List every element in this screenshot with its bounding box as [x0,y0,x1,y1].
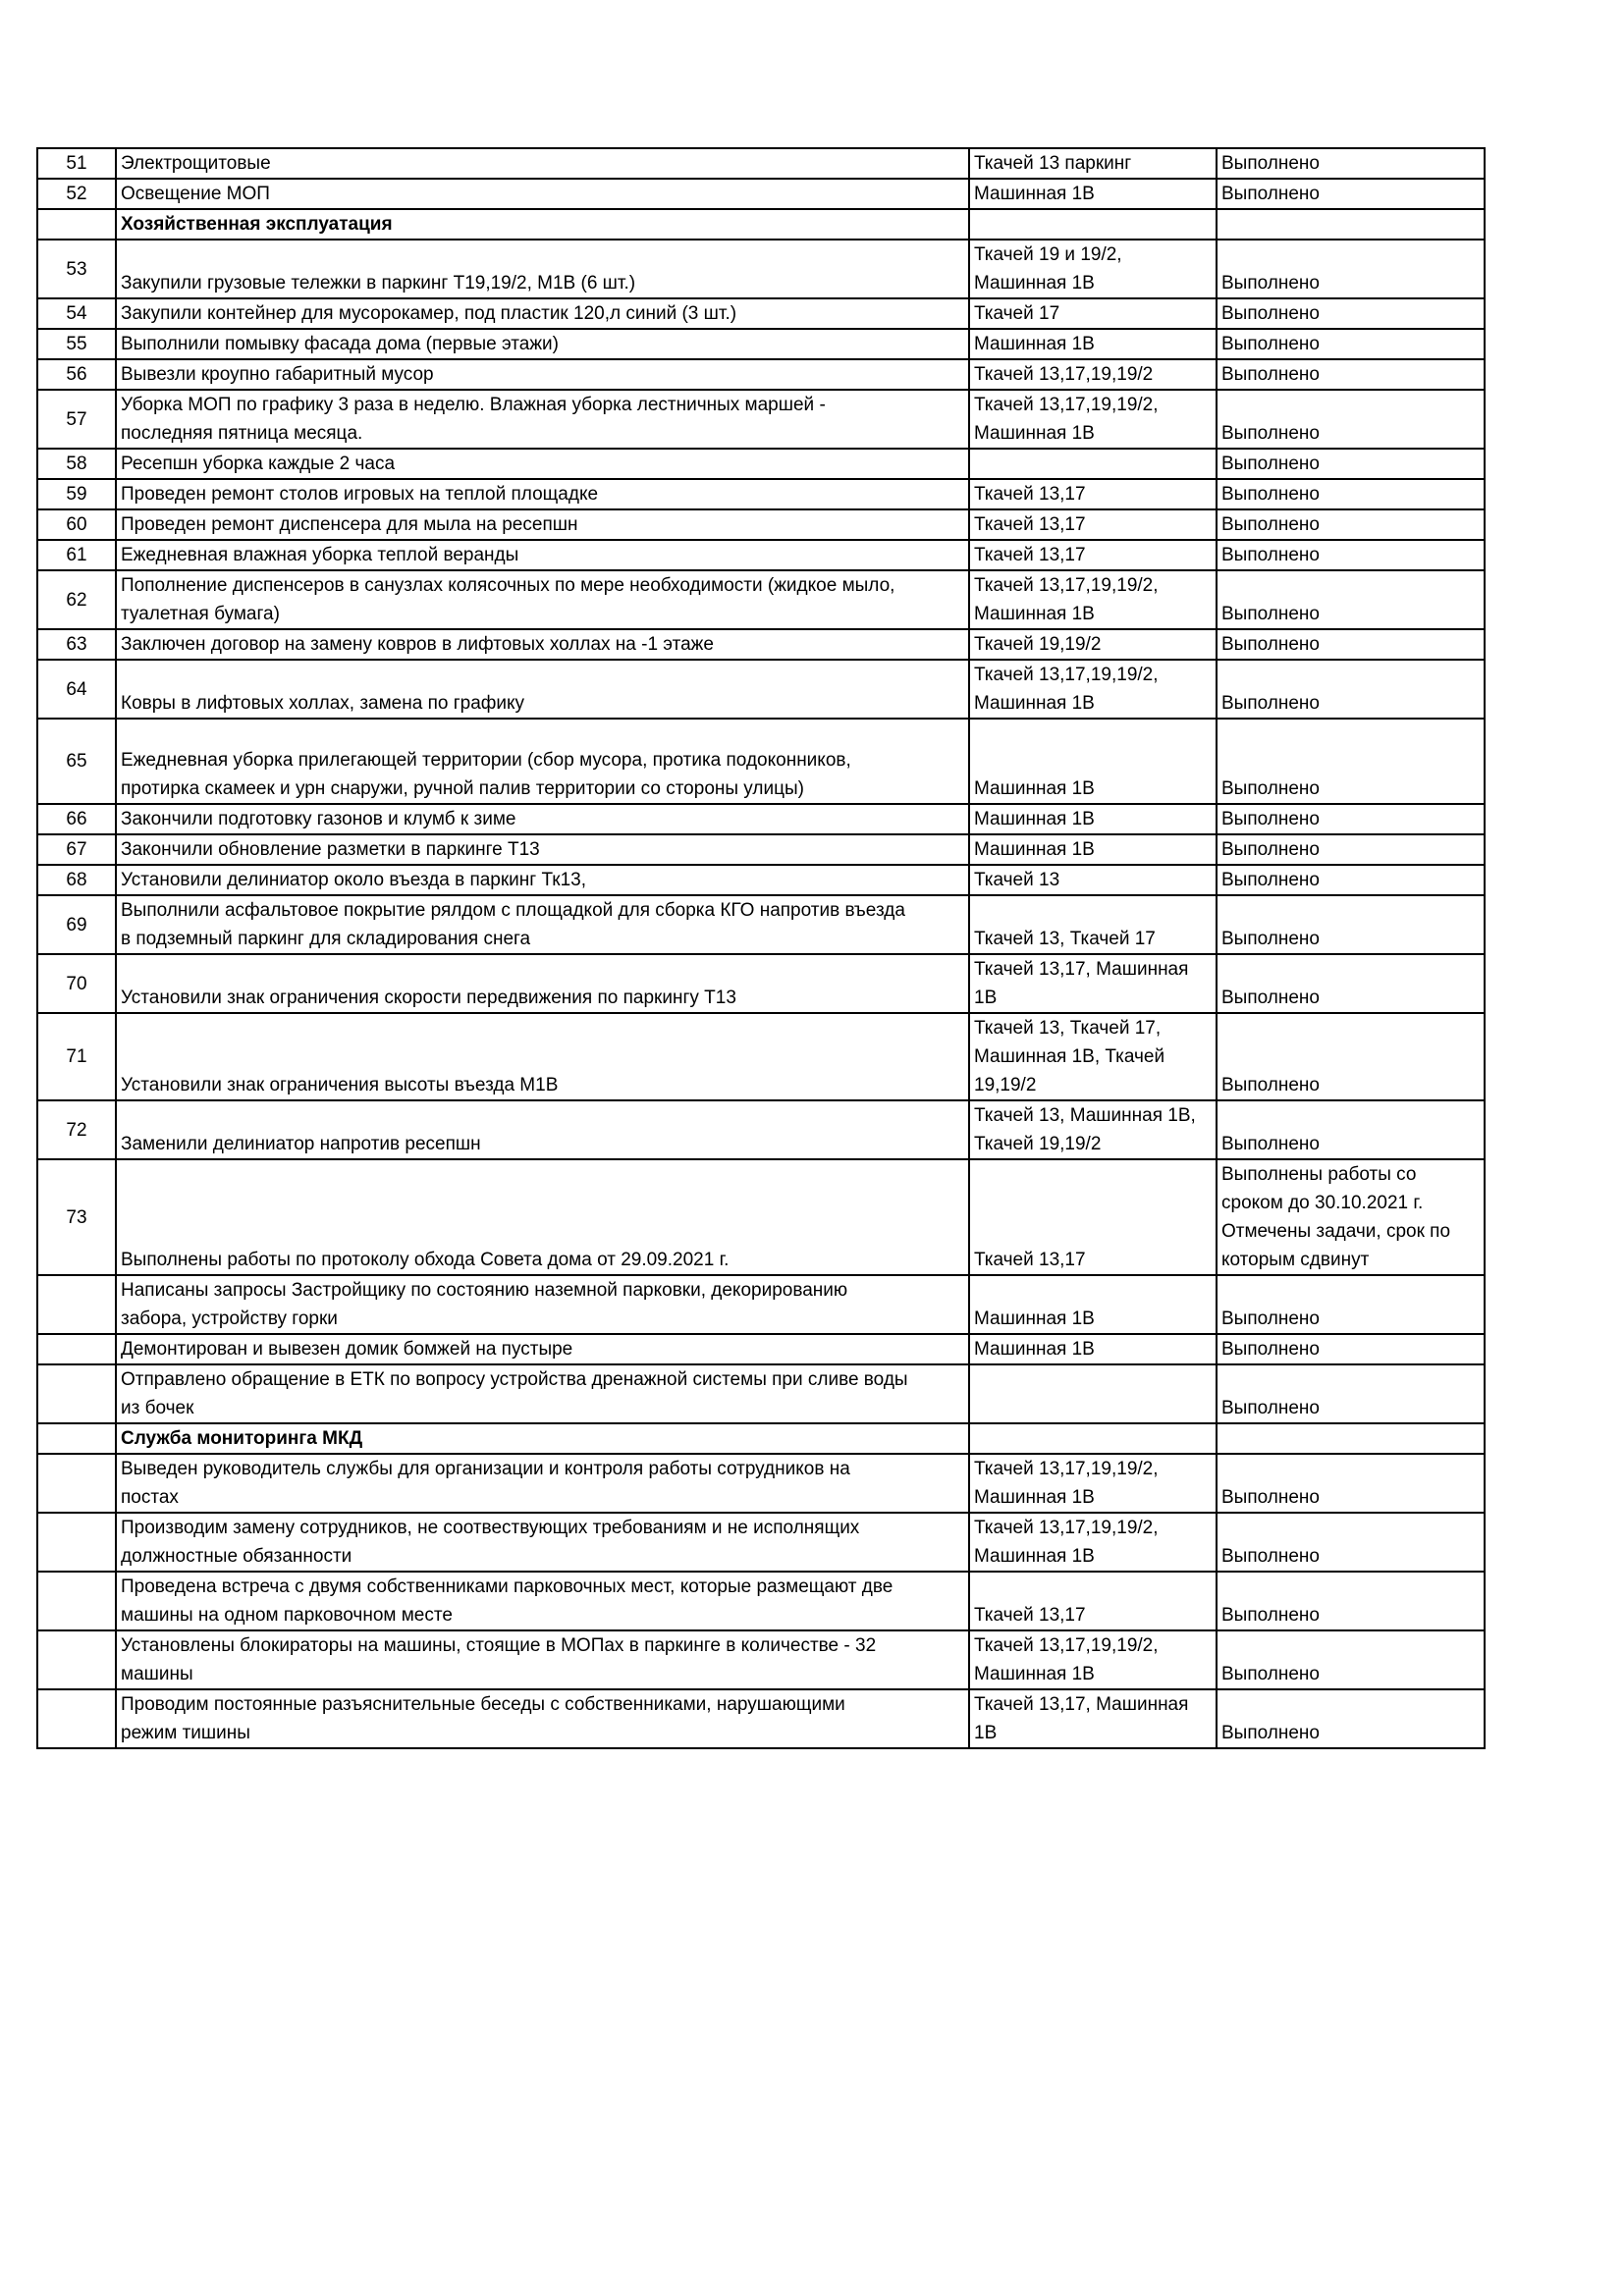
row-number-cell [37,209,116,240]
row-number-cell [37,1572,116,1630]
location-cell: Ткачей 19,19/2 [969,629,1217,660]
status-cell: Выполнено [1217,479,1485,509]
status-cell: Выполнено [1217,240,1485,298]
section-header-row [37,1423,1485,1454]
row-number-cell [37,1689,116,1748]
location-cell: Ткачей 13,17,19,19/2, Машинная 1В [969,1630,1217,1689]
table-row [37,1334,1485,1364]
row-number-cell [37,1275,116,1334]
location-cell: Ткачей 13,17,19,19/2, Машинная 1В [969,390,1217,449]
status-cell: Выполнено [1217,1275,1485,1334]
status-cell: Выполнено [1217,148,1485,179]
description-cell: Выполнили асфальтовое покрытие рялдом с площадкой для сборка КГО напротив въезда в подземный паркинг для складирования снега [116,895,969,954]
table-row [37,298,1485,329]
table-row [37,509,1485,540]
table-row [37,1364,1485,1423]
table-row [37,660,1485,719]
description-cell: Закончили обновление разметки в паркинге Т13 [116,834,969,865]
location-cell: Ткачей 13,17,19,19/2, Машинная 1В [969,1454,1217,1513]
status-cell: Выполнено [1217,1572,1485,1630]
status-cell: Выполнено [1217,1454,1485,1513]
description-cell: Проведена встреча с двумя собственниками парковочных мест, которые размещают две машины на одном парковочном месте [116,1572,969,1630]
description-cell: Выведен руководитель службы для организации и контроля работы сотрудников на постах [116,1454,969,1513]
location-cell: Ткачей 13,17, Машинная 1В [969,954,1217,1013]
row-number-cell: 65 [37,719,116,804]
section-title-cell: Служба мониторинга МКД [116,1423,969,1454]
description-cell: Проводим постоянные разъяснительные беседы с собственниками, нарушающими режим тишины [116,1689,969,1748]
status-cell: Выполнено [1217,570,1485,629]
location-cell: Машинная 1В [969,329,1217,359]
status-cell: Выполнено [1217,804,1485,834]
status-cell: Выполнено [1217,1630,1485,1689]
location-cell [969,449,1217,479]
description-cell: Написаны запросы Застройщику по состоянию наземной парковки, декорированию забора, устройству горки [116,1275,969,1334]
table-row [37,865,1485,895]
table-row [37,804,1485,834]
section-title-cell: Хозяйственная эксплуатация [116,209,969,240]
table-row [37,359,1485,390]
table-row [37,1689,1485,1748]
location-cell: Ткачей 13,17, Машинная 1В [969,1689,1217,1748]
status-cell: Выполнено [1217,509,1485,540]
status-cell: Выполнено [1217,359,1485,390]
row-number-cell [37,1364,116,1423]
row-number-cell: 70 [37,954,116,1013]
description-cell: Демонтирован и вывезен домик бомжей на пустыре [116,1334,969,1364]
status-cell: Выполнены работы со сроком до 30.10.2021 г. Отмечены задачи, срок по которым сдвинут [1217,1159,1485,1275]
row-number-cell [37,1454,116,1513]
row-number-cell: 51 [37,148,116,179]
table-row [37,148,1485,179]
description-cell: Заменили делиниатор напротив ресепшн [116,1100,969,1159]
location-cell: Ткачей 19 и 19/2, Машинная 1В [969,240,1217,298]
description-cell: Выполнили помывку фасада дома (первые этажи) [116,329,969,359]
table-row [37,449,1485,479]
location-cell: Машинная 1В [969,834,1217,865]
table-row [37,1630,1485,1689]
row-number-cell: 68 [37,865,116,895]
location-cell: Ткачей 13 [969,865,1217,895]
description-cell: Заключен договор на замену ковров в лифтовых холлах на -1 этаже [116,629,969,660]
location-cell [969,1423,1217,1454]
row-number-cell: 66 [37,804,116,834]
row-number-cell: 57 [37,390,116,449]
row-number-cell: 59 [37,479,116,509]
location-cell: Ткачей 13,17,19,19/2 [969,359,1217,390]
description-cell: Закупили грузовые тележки в паркинг Т19,19/2, М1В (6 шт.) [116,240,969,298]
location-cell: Машинная 1В [969,719,1217,804]
location-cell: Ткачей 13,17 [969,1572,1217,1630]
table-row [37,240,1485,298]
location-cell [969,209,1217,240]
location-cell: Ткачей 13,17,19,19/2, Машинная 1В [969,1513,1217,1572]
status-cell: Выполнено [1217,954,1485,1013]
row-number-cell: 53 [37,240,116,298]
row-number-cell: 64 [37,660,116,719]
report-table [36,147,1486,1749]
status-cell [1217,209,1485,240]
table-row [37,834,1485,865]
status-cell: Выполнено [1217,1364,1485,1423]
status-cell: Выполнено [1217,179,1485,209]
status-cell: Выполнено [1217,865,1485,895]
status-cell: Выполнено [1217,719,1485,804]
row-number-cell: 58 [37,449,116,479]
status-cell: Выполнено [1217,449,1485,479]
location-cell: Ткачей 13 паркинг [969,148,1217,179]
status-cell [1217,1423,1485,1454]
row-number-cell: 72 [37,1100,116,1159]
location-cell: Ткачей 13,17 [969,479,1217,509]
table-row [37,329,1485,359]
description-cell: Освещение МОП [116,179,969,209]
status-cell: Выполнено [1217,1013,1485,1100]
table-row [37,1159,1485,1275]
table-row [37,479,1485,509]
status-cell: Выполнено [1217,1334,1485,1364]
row-number-cell: 67 [37,834,116,865]
description-cell: Установлены блокираторы на машины, стоящие в МОПах в паркинге в количестве - 32 машины [116,1630,969,1689]
description-cell: Отправлено обращение в ЕТК по вопросу устройства дренажной системы при сливе воды из бочек [116,1364,969,1423]
status-cell: Выполнено [1217,895,1485,954]
location-cell: Ткачей 13,17,19,19/2, Машинная 1В [969,570,1217,629]
table-row [37,179,1485,209]
location-cell: Ткачей 13, Ткачей 17, Машинная 1В, Ткачей 19,19/2 [969,1013,1217,1100]
table-row [37,895,1485,954]
location-cell: Машинная 1В [969,1334,1217,1364]
table-row [37,719,1485,804]
location-cell [969,1364,1217,1423]
location-cell: Ткачей 13,17,19,19/2, Машинная 1В [969,660,1217,719]
status-cell: Выполнено [1217,629,1485,660]
table-row [37,1275,1485,1334]
description-cell: Установили знак ограничения скорости передвижения по паркингу Т13 [116,954,969,1013]
row-number-cell: 56 [37,359,116,390]
row-number-cell: 69 [37,895,116,954]
row-number-cell: 54 [37,298,116,329]
table-row [37,1513,1485,1572]
description-cell: Вывезли кроупно габаритный мусор [116,359,969,390]
description-cell: Ковры в лифтовых холлах, замена по графику [116,660,969,719]
status-cell: Выполнено [1217,298,1485,329]
row-number-cell: 62 [37,570,116,629]
description-cell: Проведен ремонт диспенсера для мыла на ресепшн [116,509,969,540]
location-cell: Машинная 1В [969,1275,1217,1334]
location-cell: Ткачей 13,17 [969,540,1217,570]
row-number-cell: 61 [37,540,116,570]
description-cell: Пополнение диспенсеров в санузлах колясочных по мере необходимости (жидкое мыло, туалетная бумага) [116,570,969,629]
location-cell: Ткачей 13,17 [969,509,1217,540]
status-cell: Выполнено [1217,660,1485,719]
row-number-cell: 63 [37,629,116,660]
description-cell: Проведен ремонт столов игровых на теплой площадке [116,479,969,509]
row-number-cell [37,1630,116,1689]
status-cell: Выполнено [1217,834,1485,865]
row-number-cell: 71 [37,1013,116,1100]
location-cell: Ткачей 13,17 [969,1159,1217,1275]
location-cell: Машинная 1В [969,804,1217,834]
report-body [37,148,1485,1748]
description-cell: Установили знак ограничения высоты въезда М1В [116,1013,969,1100]
description-cell: Установили делиниатор около въезда в паркинг Тк13, [116,865,969,895]
location-cell: Машинная 1В [969,179,1217,209]
row-number-cell: 55 [37,329,116,359]
description-cell: Ежедневная уборка прилегающей территории (сбор мусора, протика подоконников, протирка скамеек и урн снаружи, ручной палив территории со стороны улицы) [116,719,969,804]
table-row [37,629,1485,660]
table-row [37,1454,1485,1513]
row-number-cell: 52 [37,179,116,209]
description-cell: Ресепшн уборка каждые 2 часа [116,449,969,479]
description-cell: Ежедневная влажная уборка теплой веранды [116,540,969,570]
table-row [37,954,1485,1013]
location-cell: Ткачей 17 [969,298,1217,329]
table-row [37,390,1485,449]
description-cell: Закупили контейнер для мусорокамер, под пластик 120,л синий (3 шт.) [116,298,969,329]
row-number-cell [37,1334,116,1364]
table-row [37,1100,1485,1159]
description-cell: Уборка МОП по графику 3 раза в неделю. Влажная уборка лестничных маршей - последняя пятница месяца. [116,390,969,449]
description-cell: Выполнены работы по протоколу обхода Совета дома от 29.09.2021 г. [116,1159,969,1275]
description-cell: Закончили подготовку газонов и клумб к зиме [116,804,969,834]
status-cell: Выполнено [1217,540,1485,570]
description-cell: Производим замену сотрудников, не соотвествующих требованиям и не исполнящих должностные обязанности [116,1513,969,1572]
status-cell: Выполнено [1217,390,1485,449]
status-cell: Выполнено [1217,329,1485,359]
table-row [37,570,1485,629]
status-cell: Выполнено [1217,1689,1485,1748]
table-row [37,1013,1485,1100]
status-cell: Выполнено [1217,1513,1485,1572]
table-row [37,540,1485,570]
status-cell: Выполнено [1217,1100,1485,1159]
row-number-cell [37,1423,116,1454]
location-cell: Ткачей 13, Машинная 1В, Ткачей 19,19/2 [969,1100,1217,1159]
table-row [37,1572,1485,1630]
location-cell: Ткачей 13, Ткачей 17 [969,895,1217,954]
row-number-cell: 73 [37,1159,116,1275]
row-number-cell: 60 [37,509,116,540]
description-cell: Электрощитовые [116,148,969,179]
row-number-cell [37,1513,116,1572]
section-header-row [37,209,1485,240]
